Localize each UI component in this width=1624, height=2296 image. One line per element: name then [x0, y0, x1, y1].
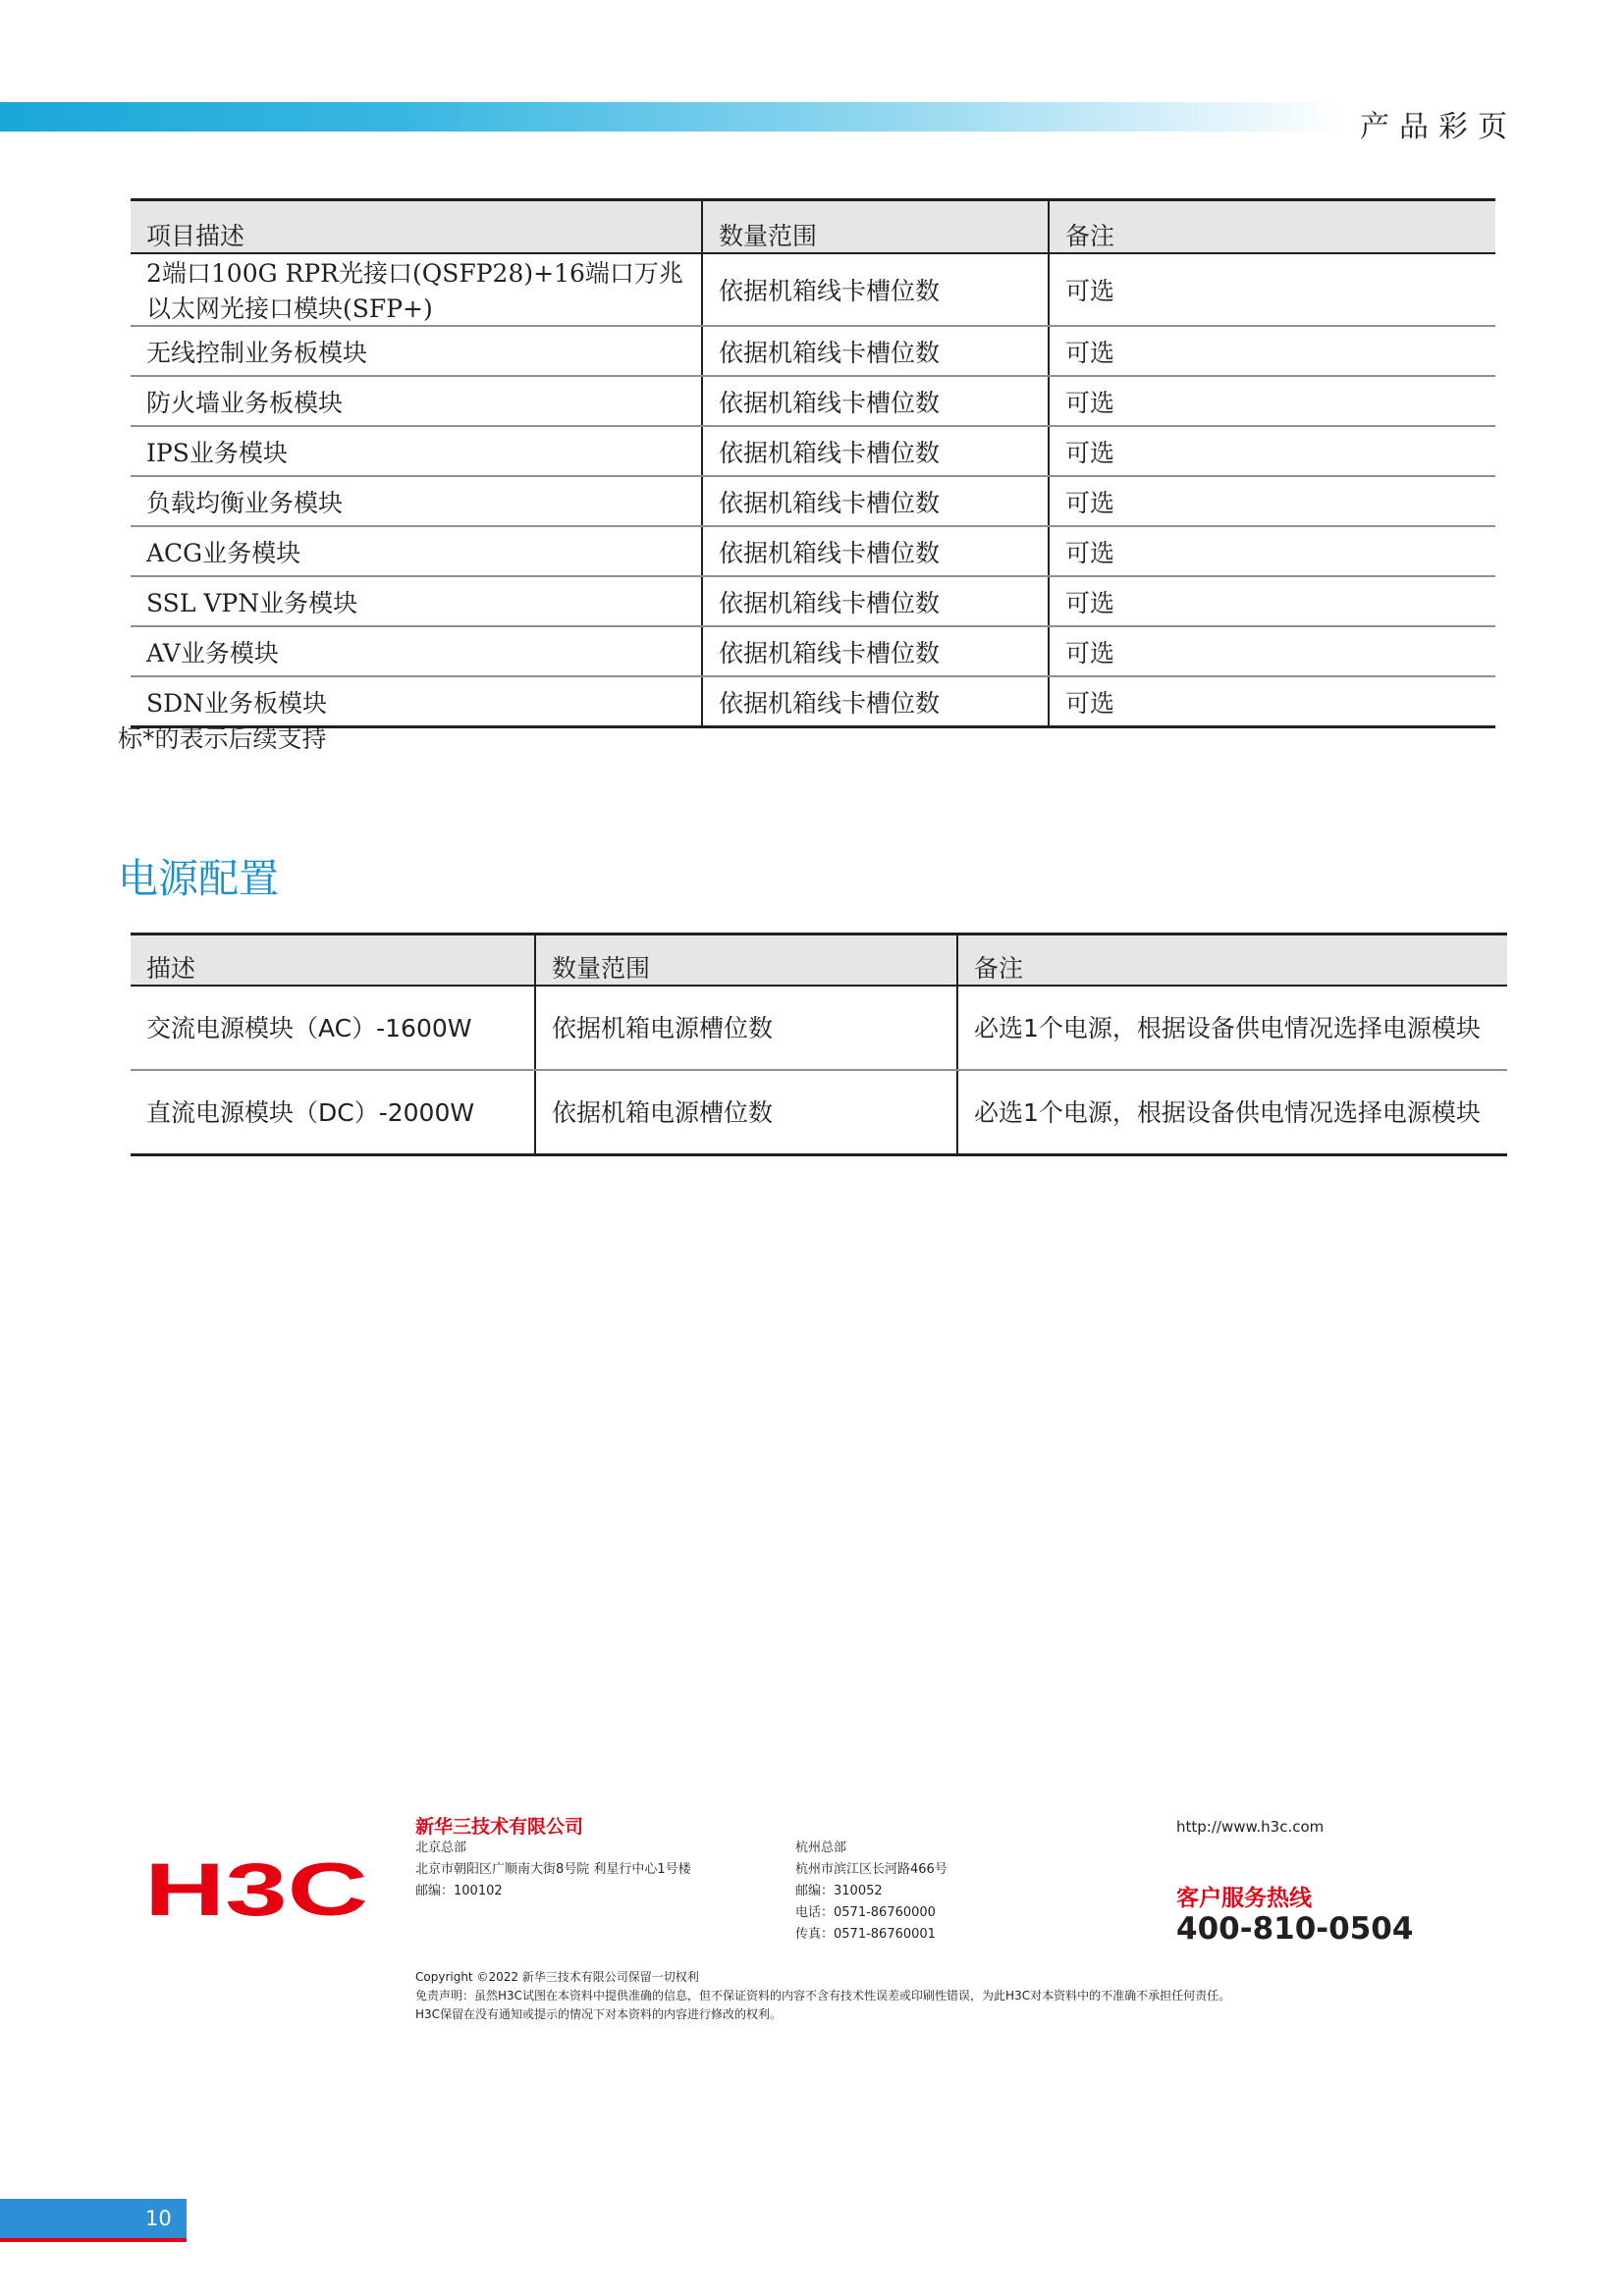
table-footnote: 标*的表示后续支持	[118, 724, 327, 753]
cell-description: 交流电源模块（AC）-1600W	[131, 986, 535, 1070]
cell-quantity: 依据机箱线卡槽位数	[702, 526, 1049, 576]
cell-quantity: 依据机箱电源槽位数	[535, 1070, 957, 1155]
column-header-description: 描述	[131, 934, 535, 987]
copyright-text: Copyright ©2022 新华三技术有限公司保留一切权利	[415, 1970, 699, 1984]
cell-description: 负载均衡业务模块	[131, 476, 702, 526]
table-row	[131, 576, 1495, 626]
logo-text: H3C	[144, 1858, 368, 1921]
cell-description: SDN业务板模块	[146, 688, 328, 718]
cell-remark: 可选	[1049, 676, 1495, 727]
cell-description: ACG业务模块	[131, 526, 702, 576]
cell-remark: 可选	[1049, 253, 1495, 326]
cell-quantity: 依据机箱线卡槽位数	[702, 626, 1049, 676]
cell-quantity: 依据机箱线卡槽位数	[702, 676, 1049, 727]
hotline-label: 客户服务热线	[1176, 1886, 1312, 1911]
hangzhou-fax: 传真：0571-86760001	[795, 1927, 936, 1942]
cell-description: 无线控制业务板模块	[131, 326, 702, 376]
cell-description: IPS业务模块	[131, 426, 702, 476]
beijing-postcode: 邮编：100102	[415, 1884, 503, 1898]
hangzhou-title: 杭州总部	[795, 1841, 847, 1855]
cell-description: 直流电源模块（DC）-2000W	[146, 1097, 475, 1127]
cell-quantity: 依据机箱线卡槽位数	[702, 253, 1049, 326]
hangzhou-address-block	[795, 1838, 947, 1946]
beijing-title: 北京总部	[415, 1841, 467, 1855]
cell-remark: 可选	[1049, 526, 1495, 576]
cell-remark: 可选	[1049, 476, 1495, 526]
column-header-quantity: 数量范围	[535, 934, 957, 987]
page-number: 10	[145, 2207, 172, 2230]
page-number-tab	[0, 2199, 187, 2242]
hotline-number: 400-810-0504	[1176, 1911, 1414, 1947]
cell-quantity: 依据机箱线卡槽位数	[702, 476, 1049, 526]
cell-quantity: 依据机箱线卡槽位数	[702, 426, 1049, 476]
power-table-header	[131, 934, 1507, 987]
table-row	[131, 676, 1495, 727]
cell-description: 2端口100G RPR光接口(QSFP28)+16端口万兆以太网光接口模块(SFP+)	[131, 253, 702, 326]
column-header-quantity: 数量范围	[702, 200, 1049, 254]
company-name: 新华三技术有限公司	[415, 1816, 584, 1838]
table-row	[131, 986, 1507, 1070]
table-row	[131, 253, 1495, 326]
beijing-address: 北京市朝阳区广顺南大街8号院 利星行中心1号楼	[415, 1862, 691, 1877]
table-row	[131, 376, 1495, 426]
cell-remark: 可选	[1049, 326, 1495, 376]
table-row	[131, 326, 1495, 376]
header-gradient-bar	[0, 102, 1345, 132]
h3c-logo	[144, 1858, 370, 1921]
cell-quantity: 依据机箱电源槽位数	[535, 986, 957, 1070]
cell-quantity: 依据机箱线卡槽位数	[702, 326, 1049, 376]
modules-table-header	[131, 200, 1495, 254]
table-row	[131, 626, 1495, 676]
rights-text: H3C保留在没有通知或提示的情况下对本资料的内容进行修改的权利。	[415, 2007, 783, 2021]
hangzhou-address: 杭州市滨江区长河路466号	[795, 1862, 947, 1877]
website-link[interactable]: http://www.h3c.com	[1176, 1818, 1325, 1836]
copyright-block	[415, 1968, 1230, 2024]
cell-description: AV业务模块	[131, 626, 702, 676]
disclaimer-text: 免责声明：虽然H3C试图在本资料中提供准确的信息，但不保证资料的内容不含有技术性误差或印刷性错误，为此H3C对本资料中的不准确不承担任何责任。	[415, 1989, 1231, 2002]
cell-quantity: 依据机箱线卡槽位数	[702, 376, 1049, 426]
cell-remark: 可选	[1049, 576, 1495, 626]
page-header-title: 产品彩页	[1360, 110, 1517, 144]
cell-quantity: 依据机箱线卡槽位数	[702, 576, 1049, 626]
cell-description: SSL VPN业务模块	[131, 576, 702, 626]
column-header-remark: 备注	[1049, 200, 1495, 254]
table-row	[131, 526, 1495, 576]
section-title-power: 电源配置	[118, 855, 279, 902]
column-header-description: 项目描述	[131, 200, 702, 254]
cell-remark: 可选	[1049, 426, 1495, 476]
table-row	[131, 1070, 1507, 1155]
hangzhou-postcode: 邮编：310052	[795, 1884, 883, 1898]
table-row	[131, 476, 1495, 526]
power-table	[131, 933, 1507, 1156]
table-row	[131, 426, 1495, 476]
column-header-remark: 备注	[957, 934, 1507, 987]
cell-remark: 可选	[1049, 376, 1495, 426]
cell-remark: 必选1个电源，根据设备供电情况选择电源模块	[957, 1070, 1507, 1155]
beijing-address-block	[415, 1838, 691, 1902]
modules-table	[131, 198, 1495, 728]
cell-remark: 必选1个电源，根据设备供电情况选择电源模块	[957, 986, 1507, 1070]
cell-description: 防火墙业务板模块	[131, 376, 702, 426]
hangzhou-phone: 电话：0571-86760000	[795, 1905, 936, 1920]
cell-remark: 可选	[1049, 626, 1495, 676]
